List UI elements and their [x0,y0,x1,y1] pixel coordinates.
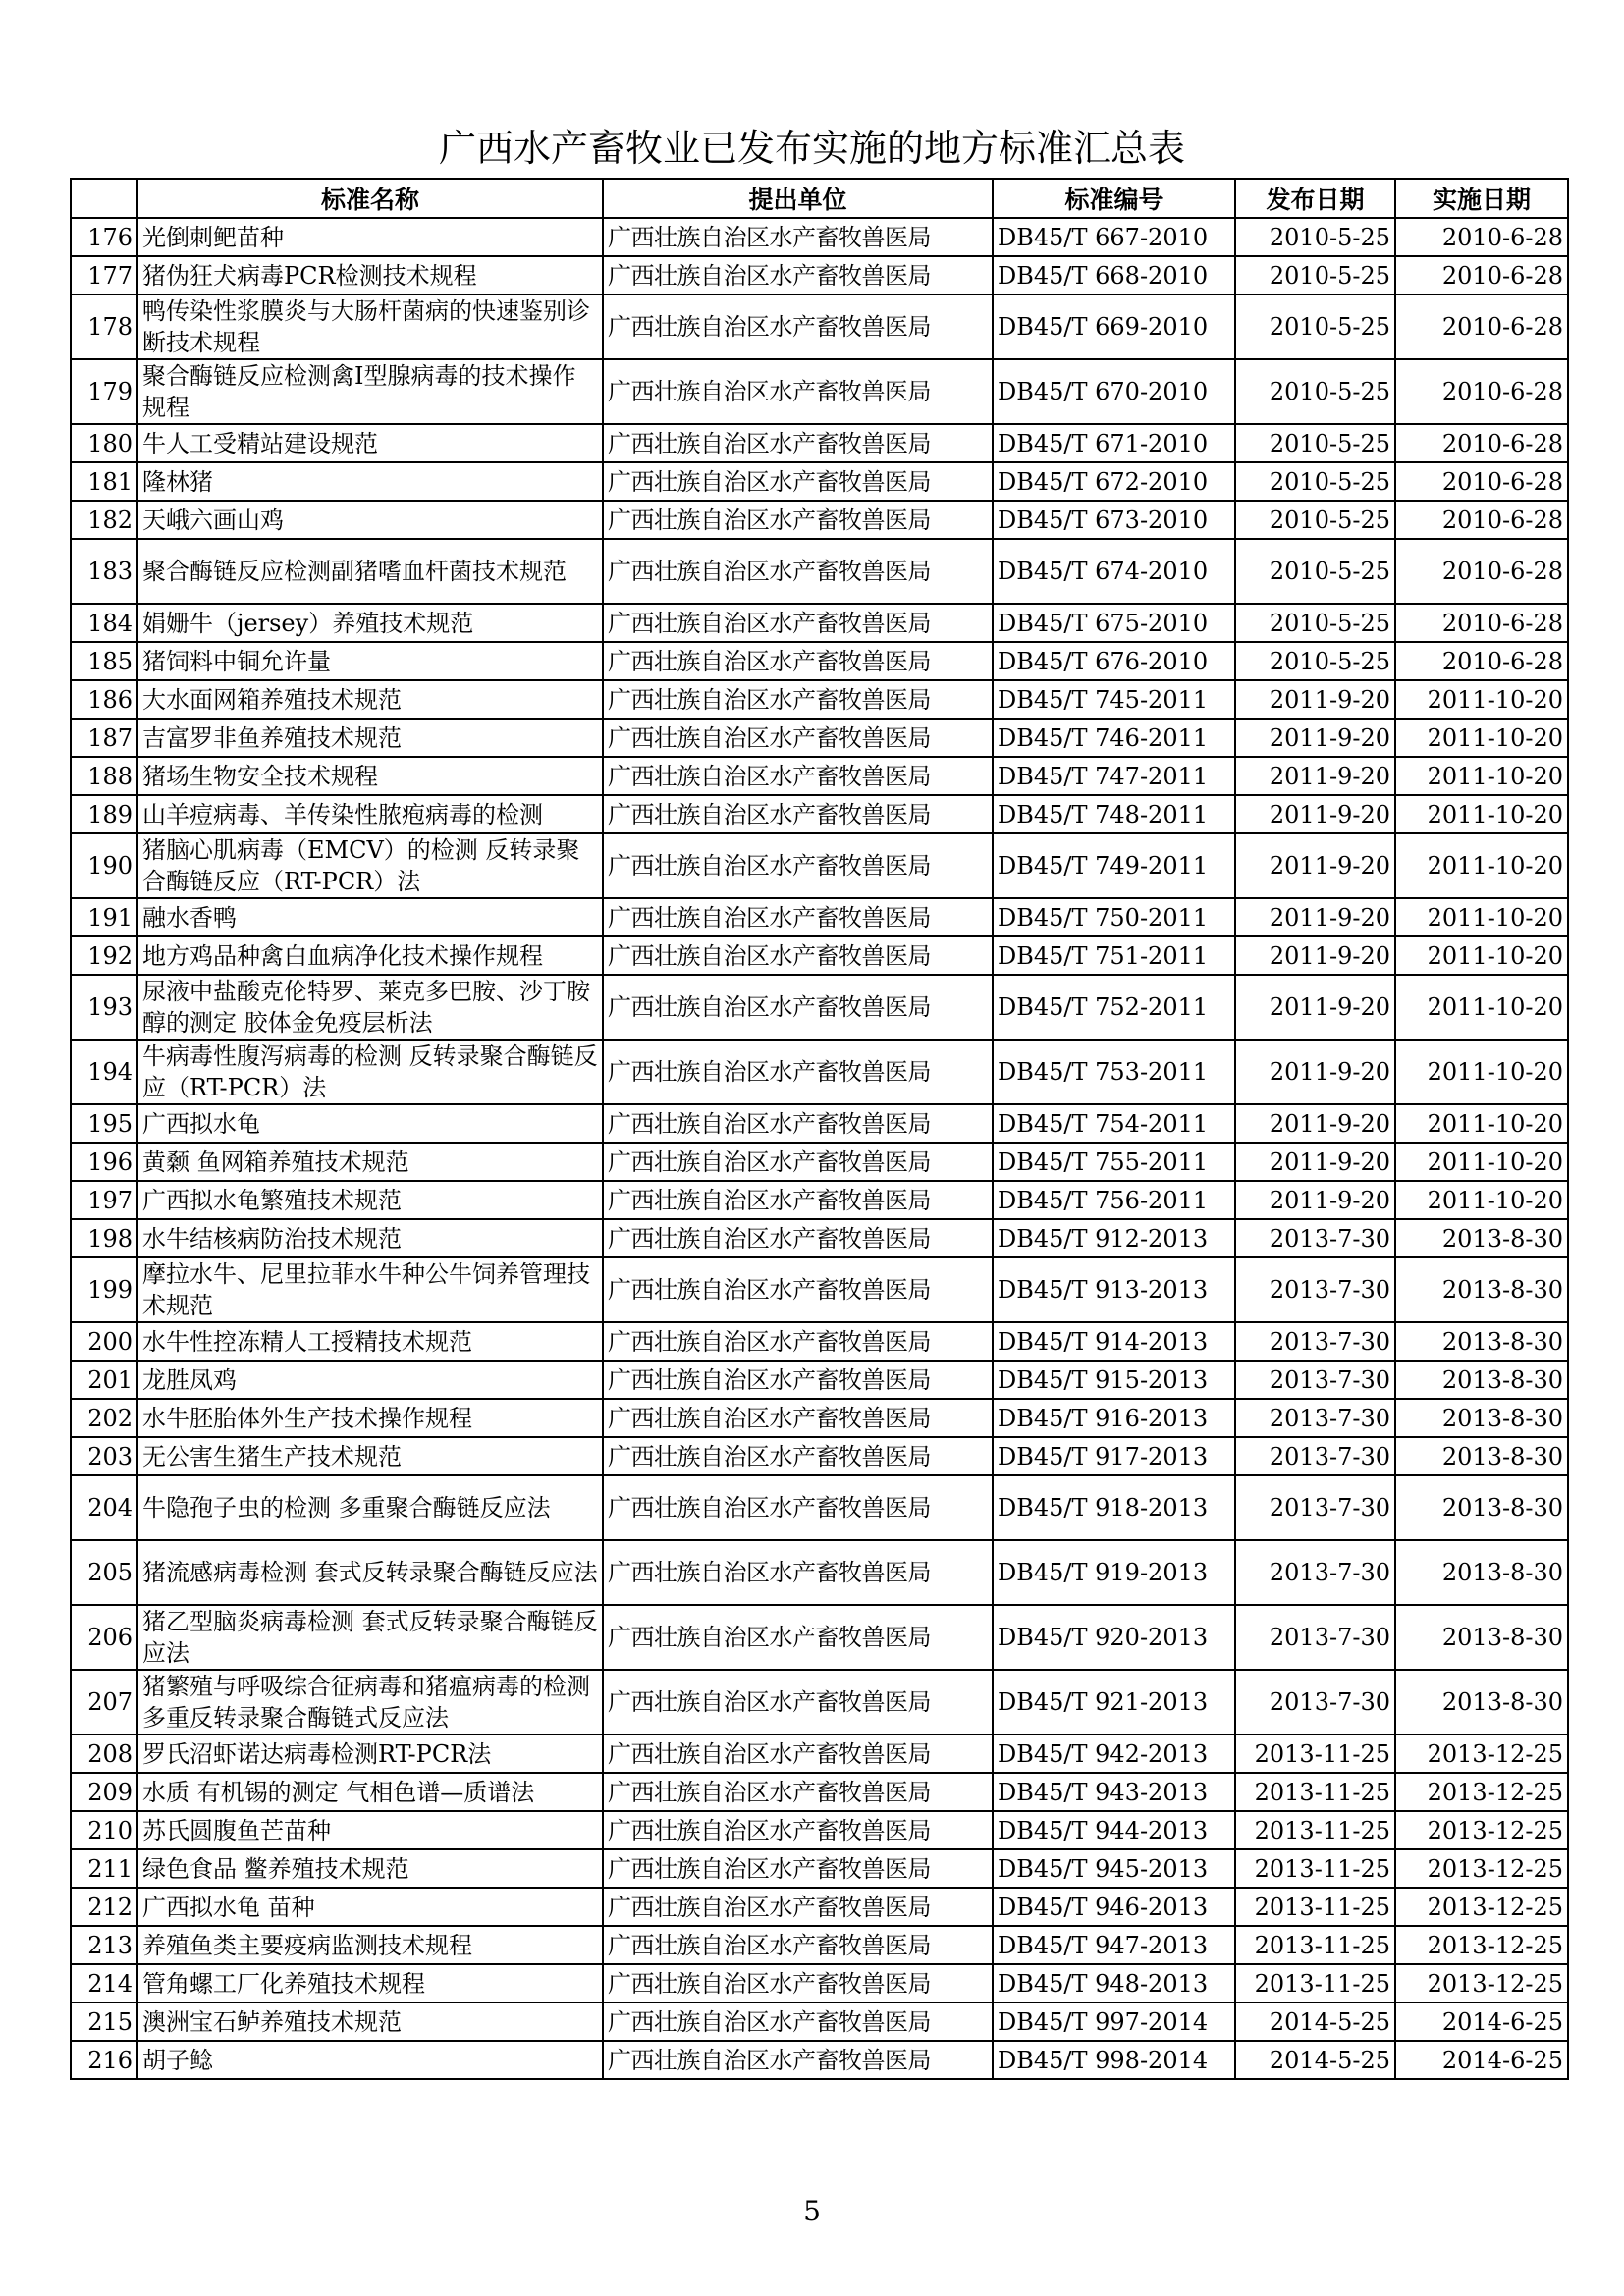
implement-date: 2014-6-25 [1395,2002,1568,2041]
table-row [71,256,1568,294]
publish-date: 2010-5-25 [1235,256,1395,294]
publish-date: 2013-7-30 [1235,1322,1395,1361]
standard-code: DB45/T 672-2010 [993,462,1235,501]
table-row [71,604,1568,642]
standard-name: 天峨六画山鸡 [137,501,603,539]
row-number: 216 [71,2041,137,2079]
standard-code: DB45/T 918-2013 [993,1475,1235,1540]
table-row [71,462,1568,501]
table-row [71,795,1568,833]
row-number: 188 [71,757,137,795]
standard-code: DB45/T 671-2010 [993,424,1235,462]
publish-date: 2013-7-30 [1235,1257,1395,1322]
proposing-unit: 广西壮族自治区水产畜牧兽医局 [603,294,993,359]
standard-code: DB45/T 675-2010 [993,604,1235,642]
row-number: 180 [71,424,137,462]
implement-date: 2013-12-25 [1395,1773,1568,1811]
row-number: 192 [71,936,137,975]
table-row [71,539,1568,604]
table-row [71,833,1568,898]
standard-name: 融水香鸭 [137,898,603,936]
proposing-unit: 广西壮族自治区水产畜牧兽医局 [603,1888,993,1926]
standard-name: 广西拟水龟 [137,1104,603,1143]
row-number: 178 [71,294,137,359]
page-title: 广西水产畜牧业已发布实施的地方标准汇总表 [438,127,1185,170]
proposing-unit: 广西壮族自治区水产畜牧兽医局 [603,1437,993,1475]
proposing-unit: 广西壮族自治区水产畜牧兽医局 [603,359,993,424]
page-number: 5 [803,2195,821,2227]
row-number: 215 [71,2002,137,2041]
proposing-unit: 广西壮族自治区水产畜牧兽医局 [603,1143,993,1181]
implement-date: 2011-10-20 [1395,1143,1568,1181]
row-number: 194 [71,1040,137,1104]
proposing-unit: 广西壮族自治区水产畜牧兽医局 [603,256,993,294]
row-number: 185 [71,642,137,680]
publish-date: 2013-11-25 [1235,1811,1395,1849]
standard-name: 养殖鱼类主要疫病监测技术规程 [137,1926,603,1964]
header-name: 标准名称 [137,179,603,218]
standard-code: DB45/T 676-2010 [993,642,1235,680]
publish-date: 2013-11-25 [1235,1888,1395,1926]
publish-date: 2011-9-20 [1235,680,1395,719]
standard-code: DB45/T 921-2013 [993,1670,1235,1735]
proposing-unit: 广西壮族自治区水产畜牧兽医局 [603,604,993,642]
standard-code: DB45/T 753-2011 [993,1040,1235,1104]
table-row [71,1181,1568,1219]
publish-date: 2014-5-25 [1235,2002,1395,2041]
publish-date: 2011-9-20 [1235,1181,1395,1219]
publish-date: 2013-7-30 [1235,1219,1395,1257]
standard-code: DB45/T 945-2013 [993,1849,1235,1888]
table-row [71,1143,1568,1181]
proposing-unit: 广西壮族自治区水产畜牧兽医局 [603,2002,993,2041]
table-row [71,1540,1568,1605]
row-number: 202 [71,1399,137,1437]
table-row [71,218,1568,256]
row-number: 209 [71,1773,137,1811]
publish-date: 2011-9-20 [1235,975,1395,1040]
standard-code: DB45/T 915-2013 [993,1361,1235,1399]
standard-code: DB45/T 745-2011 [993,680,1235,719]
implement-date: 2010-6-28 [1395,424,1568,462]
table-row [71,1475,1568,1540]
standard-name: 罗氏沼虾诺达病毒检测RT-PCR法 [137,1735,603,1773]
publish-date: 2011-9-20 [1235,936,1395,975]
implement-date: 2013-8-30 [1395,1322,1568,1361]
implement-date: 2010-6-28 [1395,359,1568,424]
table-body [71,218,1568,2079]
publish-date: 2011-9-20 [1235,795,1395,833]
table-row [71,1605,1568,1670]
row-number: 206 [71,1605,137,1670]
table-row [71,424,1568,462]
proposing-unit: 广西壮族自治区水产畜牧兽医局 [603,2041,993,2079]
row-number: 200 [71,1322,137,1361]
standard-name: 聚合酶链反应检测禽I型腺病毒的技术操作规程 [137,359,603,424]
standard-code: DB45/T 756-2011 [993,1181,1235,1219]
standard-name: 牛病毒性腹泻病毒的检测 反转录聚合酶链反应（RT-PCR）法 [137,1040,603,1104]
table-row [71,501,1568,539]
standard-name: 娟姗牛（jersey）养殖技术规范 [137,604,603,642]
row-number: 204 [71,1475,137,1540]
standard-name: 广西拟水龟繁殖技术规范 [137,1181,603,1219]
publish-date: 2013-7-30 [1235,1475,1395,1540]
implement-date: 2013-8-30 [1395,1540,1568,1605]
proposing-unit: 广西壮族自治区水产畜牧兽医局 [603,975,993,1040]
standard-name: 龙胜凤鸡 [137,1361,603,1399]
standard-code: DB45/T 913-2013 [993,1257,1235,1322]
table-row [71,1219,1568,1257]
implement-date: 2011-10-20 [1395,680,1568,719]
row-number: 197 [71,1181,137,1219]
standard-code: DB45/T 668-2010 [993,256,1235,294]
row-number: 207 [71,1670,137,1735]
table-row [71,680,1568,719]
header-unit: 提出单位 [603,179,993,218]
standard-name: 水牛结核病防治技术规范 [137,1219,603,1257]
proposing-unit: 广西壮族自治区水产畜牧兽医局 [603,1257,993,1322]
table-row [71,975,1568,1040]
implement-date: 2010-6-28 [1395,462,1568,501]
row-number: 196 [71,1143,137,1181]
table-row [71,1964,1568,2002]
header-pub-date: 发布日期 [1235,179,1395,218]
table-row [71,1361,1568,1399]
publish-date: 2014-5-25 [1235,2041,1395,2079]
standard-code: DB45/T 919-2013 [993,1540,1235,1605]
proposing-unit: 广西壮族自治区水产畜牧兽医局 [603,1811,993,1849]
row-number: 205 [71,1540,137,1605]
standard-code: DB45/T 749-2011 [993,833,1235,898]
standard-code: DB45/T 755-2011 [993,1143,1235,1181]
implement-date: 2011-10-20 [1395,1040,1568,1104]
row-number: 183 [71,539,137,604]
publish-date: 2010-5-25 [1235,218,1395,256]
row-number: 184 [71,604,137,642]
implement-date: 2010-6-28 [1395,604,1568,642]
table-row [71,1773,1568,1811]
standard-name: 猪乙型脑炎病毒检测 套式反转录聚合酶链反应法 [137,1605,603,1670]
implement-date: 2013-8-30 [1395,1437,1568,1475]
publish-date: 2013-11-25 [1235,1926,1395,1964]
publish-date: 2010-5-25 [1235,462,1395,501]
publish-date: 2011-9-20 [1235,719,1395,757]
proposing-unit: 广西壮族自治区水产畜牧兽医局 [603,424,993,462]
standard-code: DB45/T 920-2013 [993,1605,1235,1670]
table-row [71,1322,1568,1361]
standard-name: 聚合酶链反应检测副猪嗜血杆菌技术规范 [137,539,603,604]
table-row [71,936,1568,975]
standards-table [70,178,1569,2080]
row-number: 182 [71,501,137,539]
proposing-unit: 广西壮族自治区水产畜牧兽医局 [603,1219,993,1257]
implement-date: 2013-12-25 [1395,1964,1568,2002]
table-row [71,1257,1568,1322]
implement-date: 2011-10-20 [1395,1104,1568,1143]
standard-code: DB45/T 670-2010 [993,359,1235,424]
standard-name: 猪流感病毒检测 套式反转录聚合酶链反应法 [137,1540,603,1605]
implement-date: 2014-6-25 [1395,2041,1568,2079]
implement-date: 2013-8-30 [1395,1361,1568,1399]
table-row [71,898,1568,936]
standard-name: 澳洲宝石鲈养殖技术规范 [137,2002,603,2041]
standard-code: DB45/T 914-2013 [993,1322,1235,1361]
standard-code: DB45/T 997-2014 [993,2002,1235,2041]
row-number: 191 [71,898,137,936]
row-number: 195 [71,1104,137,1143]
implement-date: 2013-8-30 [1395,1605,1568,1670]
row-number: 177 [71,256,137,294]
implement-date: 2013-12-25 [1395,1849,1568,1888]
standard-code: DB45/T 948-2013 [993,1964,1235,2002]
implement-date: 2011-10-20 [1395,1181,1568,1219]
implement-date: 2013-12-25 [1395,1735,1568,1773]
implement-date: 2010-6-28 [1395,294,1568,359]
publish-date: 2013-11-25 [1235,1735,1395,1773]
standard-code: DB45/T 917-2013 [993,1437,1235,1475]
standard-name: 水质 有机锡的测定 气相色谱—质谱法 [137,1773,603,1811]
row-number: 186 [71,680,137,719]
implement-date: 2011-10-20 [1395,975,1568,1040]
row-number: 181 [71,462,137,501]
standard-name: 猪伪狂犬病毒PCR检测技术规程 [137,256,603,294]
proposing-unit: 广西壮族自治区水产畜牧兽医局 [603,833,993,898]
row-number: 203 [71,1437,137,1475]
implement-date: 2013-8-30 [1395,1399,1568,1437]
standard-name: 绿色食品 鳖养殖技术规范 [137,1849,603,1888]
proposing-unit: 广西壮族自治区水产畜牧兽医局 [603,1540,993,1605]
proposing-unit: 广西壮族自治区水产畜牧兽医局 [603,1399,993,1437]
implement-date: 2013-8-30 [1395,1475,1568,1540]
header-impl-date: 实施日期 [1395,179,1568,218]
table-row [71,1399,1568,1437]
publish-date: 2011-9-20 [1235,1104,1395,1143]
publish-date: 2013-7-30 [1235,1605,1395,1670]
standard-name: 鸭传染性浆膜炎与大肠杆菌病的快速鉴别诊断技术规程 [137,294,603,359]
standard-name: 胡子鲶 [137,2041,603,2079]
standard-name: 光倒刺鲃苗种 [137,218,603,256]
publish-date: 2010-5-25 [1235,424,1395,462]
implement-date: 2011-10-20 [1395,833,1568,898]
standard-name: 无公害生猪生产技术规范 [137,1437,603,1475]
table-row [71,294,1568,359]
row-number: 198 [71,1219,137,1257]
table-row [71,1670,1568,1735]
standard-name: 猪饲料中铜允许量 [137,642,603,680]
implement-date: 2010-6-28 [1395,642,1568,680]
standard-name: 广西拟水龟 苗种 [137,1888,603,1926]
publish-date: 2010-5-25 [1235,294,1395,359]
row-number: 208 [71,1735,137,1773]
standard-code: DB45/T 752-2011 [993,975,1235,1040]
proposing-unit: 广西壮族自治区水产畜牧兽医局 [603,218,993,256]
standard-name: 猪场生物安全技术规程 [137,757,603,795]
standard-code: DB45/T 669-2010 [993,294,1235,359]
standard-name: 猪繁殖与呼吸综合征病毒和猪瘟病毒的检测 多重反转录聚合酶链式反应法 [137,1670,603,1735]
standard-code: DB45/T 754-2011 [993,1104,1235,1143]
standard-code: DB45/T 943-2013 [993,1773,1235,1811]
publish-date: 2013-7-30 [1235,1399,1395,1437]
standard-name: 水牛胚胎体外生产技术操作规程 [137,1399,603,1437]
row-number: 210 [71,1811,137,1849]
implement-date: 2011-10-20 [1395,757,1568,795]
implement-date: 2013-8-30 [1395,1257,1568,1322]
standard-name: 黄颡 鱼网箱养殖技术规范 [137,1143,603,1181]
table-row [71,642,1568,680]
table-row [71,359,1568,424]
row-number: 176 [71,218,137,256]
standard-name: 牛人工受精站建设规范 [137,424,603,462]
publish-date: 2010-5-25 [1235,501,1395,539]
proposing-unit: 广西壮族自治区水产畜牧兽医局 [603,795,993,833]
standard-name: 管角螺工厂化养殖技术规程 [137,1964,603,2002]
row-number: 189 [71,795,137,833]
standard-code: DB45/T 946-2013 [993,1888,1235,1926]
proposing-unit: 广西壮族自治区水产畜牧兽医局 [603,501,993,539]
header-num [71,179,137,218]
implement-date: 2013-12-25 [1395,1926,1568,1964]
standard-code: DB45/T 944-2013 [993,1811,1235,1849]
proposing-unit: 广西壮族自治区水产畜牧兽医局 [603,1361,993,1399]
implement-date: 2010-6-28 [1395,256,1568,294]
standard-code: DB45/T 747-2011 [993,757,1235,795]
standard-code: DB45/T 998-2014 [993,2041,1235,2079]
proposing-unit: 广西壮族自治区水产畜牧兽医局 [603,462,993,501]
row-number: 190 [71,833,137,898]
implement-date: 2010-6-28 [1395,218,1568,256]
header-code: 标准编号 [993,179,1235,218]
proposing-unit: 广西壮族自治区水产畜牧兽医局 [603,1964,993,2002]
implement-date: 2013-12-25 [1395,1811,1568,1849]
proposing-unit: 广西壮族自治区水产畜牧兽医局 [603,1475,993,1540]
standard-code: DB45/T 674-2010 [993,539,1235,604]
table-row [71,1811,1568,1849]
publish-date: 2010-5-25 [1235,539,1395,604]
table-row [71,757,1568,795]
row-number: 213 [71,1926,137,1964]
proposing-unit: 广西壮族自治区水产畜牧兽医局 [603,757,993,795]
table-row [71,1040,1568,1104]
publish-date: 2011-9-20 [1235,898,1395,936]
publish-date: 2013-7-30 [1235,1437,1395,1475]
row-number: 211 [71,1849,137,1888]
table-row [71,1104,1568,1143]
standard-name: 大水面网箱养殖技术规范 [137,680,603,719]
standard-name: 摩拉水牛、尼里拉菲水牛种公牛饲养管理技术规范 [137,1257,603,1322]
standard-code: DB45/T 673-2010 [993,501,1235,539]
publish-date: 2013-11-25 [1235,1773,1395,1811]
standard-name: 猪脑心肌病毒（EMCV）的检测 反转录聚合酶链反应（RT-PCR）法 [137,833,603,898]
publish-date: 2011-9-20 [1235,833,1395,898]
standard-code: DB45/T 947-2013 [993,1926,1235,1964]
implement-date: 2010-6-28 [1395,539,1568,604]
standard-name: 吉富罗非鱼养殖技术规范 [137,719,603,757]
implement-date: 2011-10-20 [1395,936,1568,975]
table-row [71,1849,1568,1888]
proposing-unit: 广西壮族自治区水产畜牧兽医局 [603,1605,993,1670]
table-row [71,1437,1568,1475]
table-row [71,2002,1568,2041]
proposing-unit: 广西壮族自治区水产畜牧兽医局 [603,539,993,604]
proposing-unit: 广西壮族自治区水产畜牧兽医局 [603,1849,993,1888]
standard-code: DB45/T 746-2011 [993,719,1235,757]
proposing-unit: 广西壮族自治区水产畜牧兽医局 [603,1040,993,1104]
row-number: 187 [71,719,137,757]
table-row [71,1888,1568,1926]
proposing-unit: 广西壮族自治区水产畜牧兽医局 [603,1104,993,1143]
implement-date: 2011-10-20 [1395,795,1568,833]
publish-date: 2011-9-20 [1235,757,1395,795]
standard-name: 隆林猪 [137,462,603,501]
publish-date: 2011-9-20 [1235,1143,1395,1181]
publish-date: 2013-11-25 [1235,1964,1395,2002]
implement-date: 2013-8-30 [1395,1670,1568,1735]
row-number: 201 [71,1361,137,1399]
table-row [71,2041,1568,2079]
implement-date: 2011-10-20 [1395,719,1568,757]
standard-name: 山羊痘病毒、羊传染性脓疱病毒的检测 [137,795,603,833]
proposing-unit: 广西壮族自治区水产畜牧兽医局 [603,719,993,757]
publish-date: 2013-11-25 [1235,1849,1395,1888]
publish-date: 2010-5-25 [1235,359,1395,424]
row-number: 214 [71,1964,137,2002]
publish-date: 2010-5-25 [1235,642,1395,680]
standard-name: 尿液中盐酸克伦特罗、莱克多巴胺、沙丁胺醇的测定 胶体金免疫层析法 [137,975,603,1040]
standard-code: DB45/T 667-2010 [993,218,1235,256]
row-number: 179 [71,359,137,424]
row-number: 193 [71,975,137,1040]
table-row [71,719,1568,757]
publish-date: 2010-5-25 [1235,604,1395,642]
proposing-unit: 广西壮族自治区水产畜牧兽医局 [603,1926,993,1964]
implement-date: 2011-10-20 [1395,898,1568,936]
standard-code: DB45/T 916-2013 [993,1399,1235,1437]
table-row [71,1735,1568,1773]
standard-code: DB45/T 942-2013 [993,1735,1235,1773]
row-number: 199 [71,1257,137,1322]
proposing-unit: 广西壮族自治区水产畜牧兽医局 [603,1181,993,1219]
standard-name: 苏氏圆腹鱼芒苗种 [137,1811,603,1849]
table-row [71,1926,1568,1964]
proposing-unit: 广西壮族自治区水产畜牧兽医局 [603,936,993,975]
table-header-row [71,179,1568,218]
proposing-unit: 广西壮族自治区水产畜牧兽医局 [603,1670,993,1735]
proposing-unit: 广西壮族自治区水产畜牧兽医局 [603,1322,993,1361]
standard-name: 水牛性控冻精人工授精技术规范 [137,1322,603,1361]
proposing-unit: 广西壮族自治区水产畜牧兽医局 [603,1773,993,1811]
proposing-unit: 广西壮族自治区水产畜牧兽医局 [603,898,993,936]
implement-date: 2010-6-28 [1395,501,1568,539]
publish-date: 2013-7-30 [1235,1670,1395,1735]
proposing-unit: 广西壮族自治区水产畜牧兽医局 [603,680,993,719]
standard-code: DB45/T 751-2011 [993,936,1235,975]
standard-name: 地方鸡品种禽白血病净化技术操作规程 [137,936,603,975]
standard-code: DB45/T 748-2011 [993,795,1235,833]
standard-name: 牛隐孢子虫的检测 多重聚合酶链反应法 [137,1475,603,1540]
proposing-unit: 广西壮族自治区水产畜牧兽医局 [603,1735,993,1773]
standard-code: DB45/T 750-2011 [993,898,1235,936]
publish-date: 2013-7-30 [1235,1540,1395,1605]
publish-date: 2011-9-20 [1235,1040,1395,1104]
implement-date: 2013-12-25 [1395,1888,1568,1926]
standard-code: DB45/T 912-2013 [993,1219,1235,1257]
row-number: 212 [71,1888,137,1926]
implement-date: 2013-8-30 [1395,1219,1568,1257]
publish-date: 2013-7-30 [1235,1361,1395,1399]
proposing-unit: 广西壮族自治区水产畜牧兽医局 [603,642,993,680]
